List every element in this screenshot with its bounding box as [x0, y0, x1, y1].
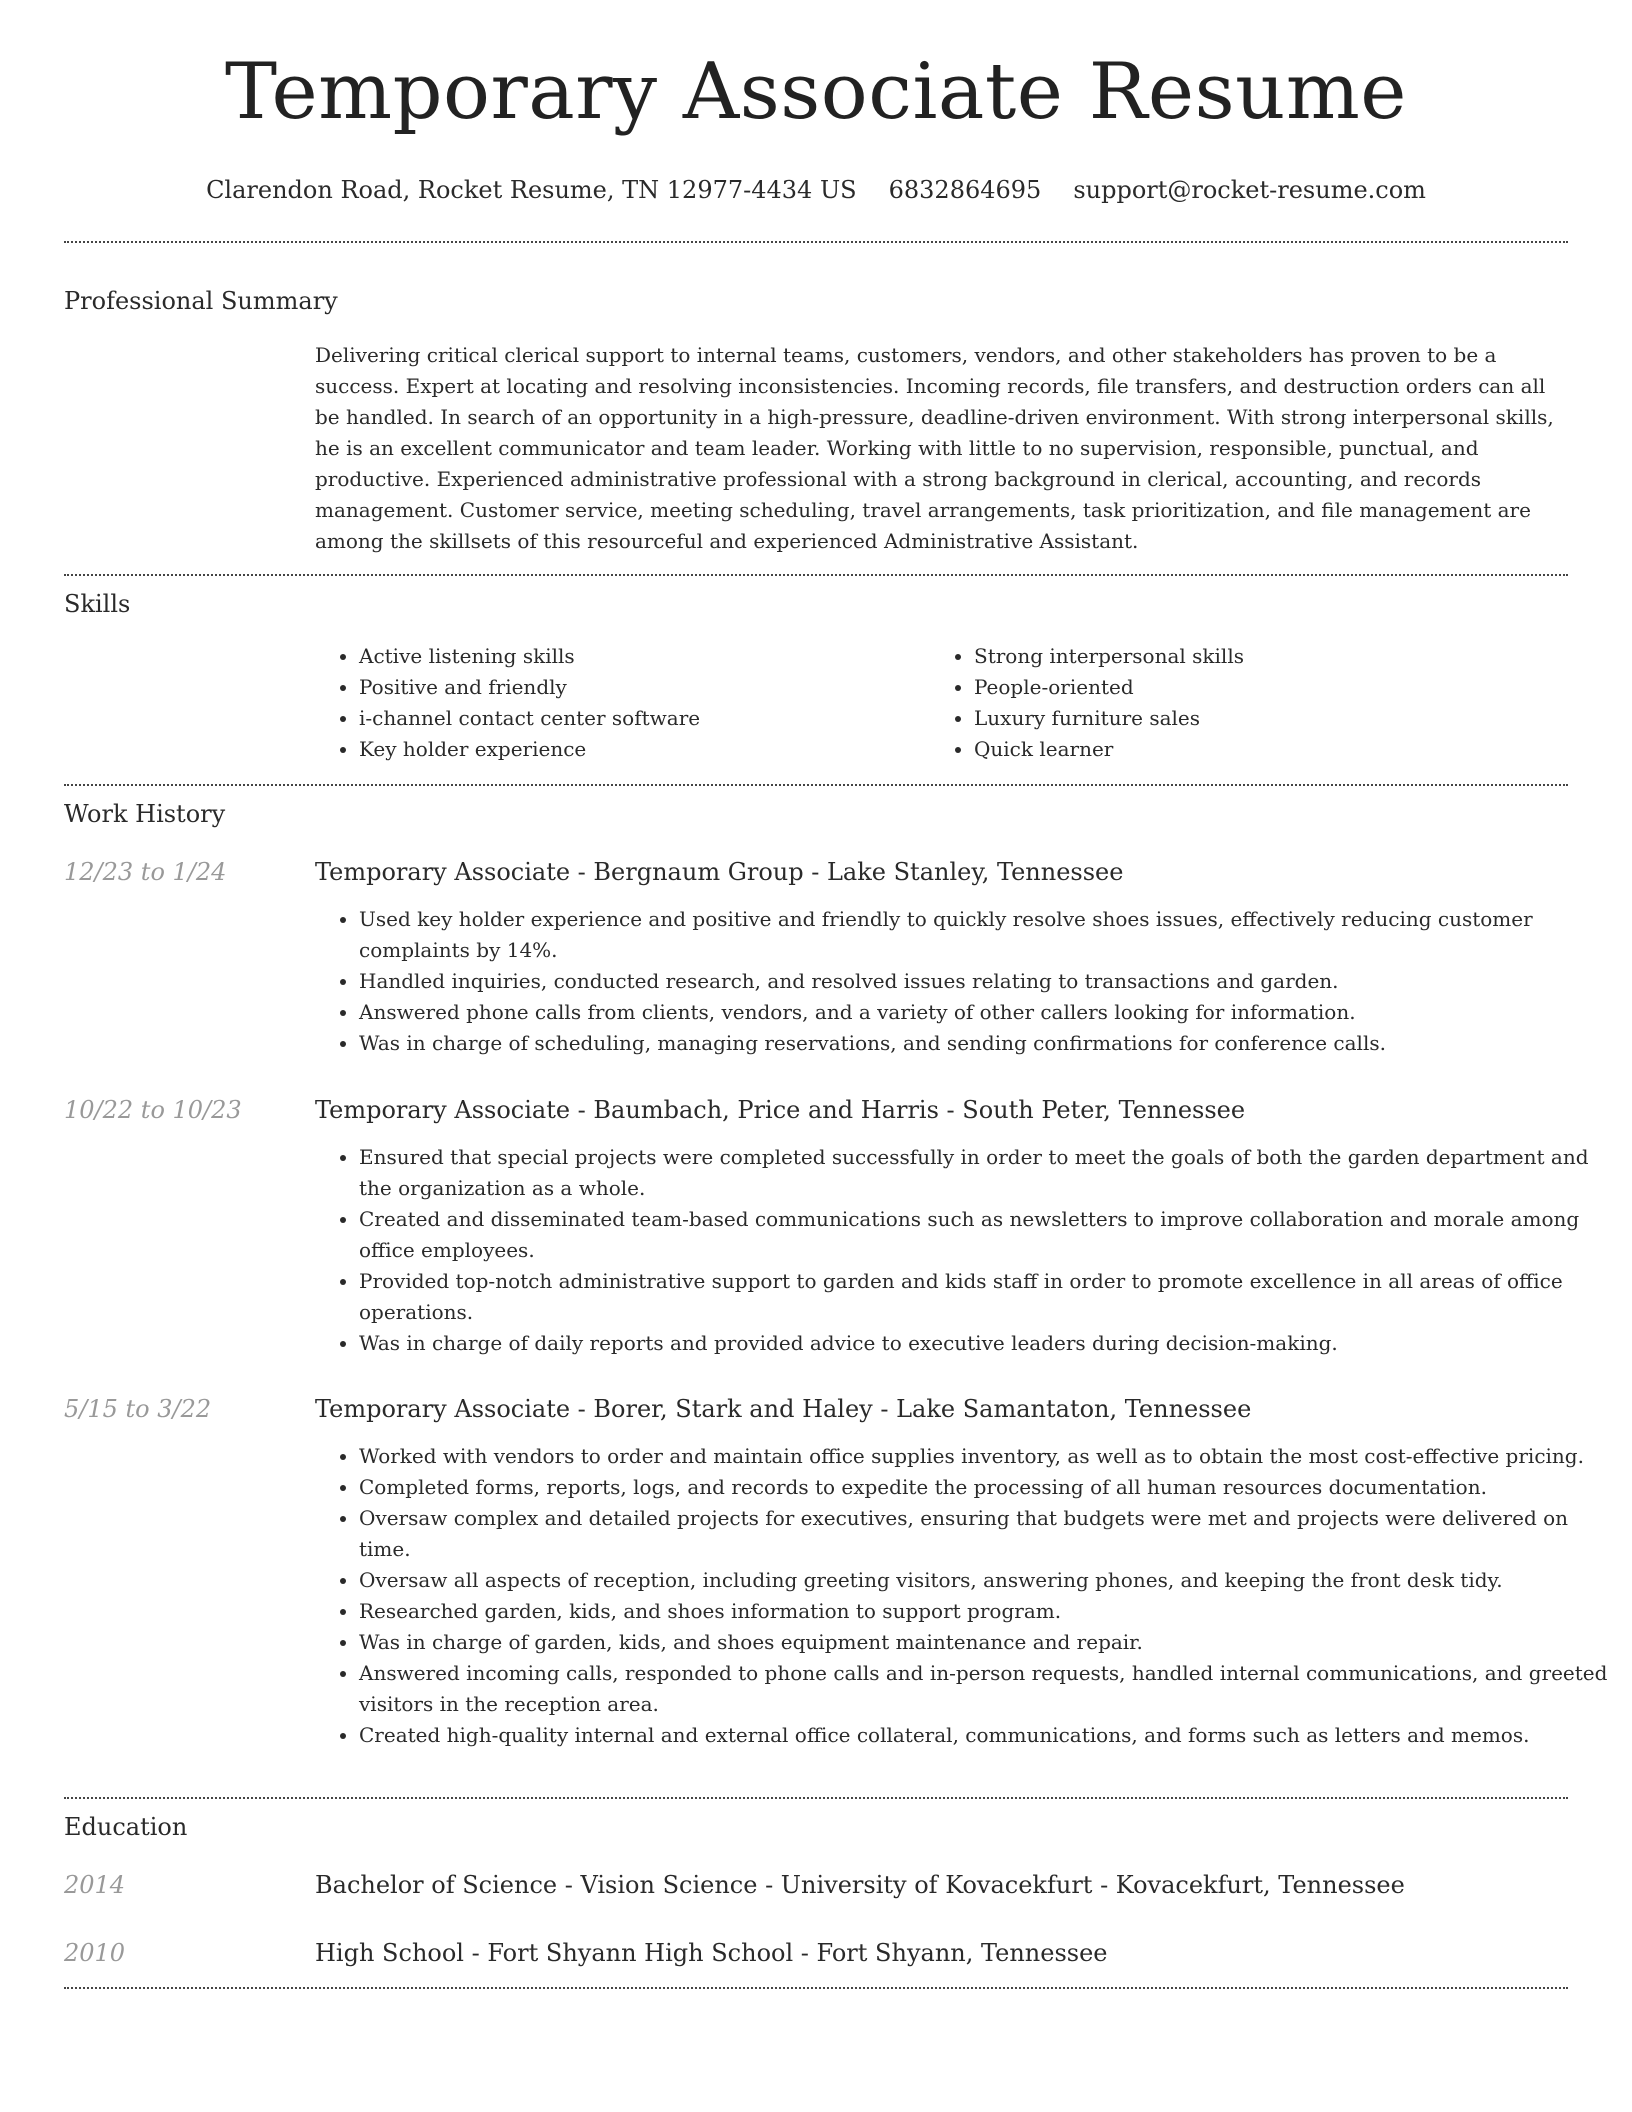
- job-bullet: • Was in charge of garden, kids, and shoes equipment maintenance and repair.: [359, 1627, 1614, 1658]
- skills-list-right: [930, 641, 1574, 765]
- job-bullet: • Oversaw all aspects of reception, including greeting visitors, answering phones, and keeping the front desk tidy.: [359, 1565, 1614, 1596]
- skills-heading: Skills: [64, 590, 131, 618]
- contact-address: Clarendon Road, Rocket Resume, TN 12977-4434 US: [206, 176, 857, 204]
- job-bullet: • Completed forms, reports, logs, and records to expedite the processing of all human resources documentation.: [359, 1472, 1614, 1503]
- job-bullet: • Created and disseminated team-based communications such as newsletters to improve collaboration and morale among office employees.: [359, 1204, 1614, 1266]
- work-heading: Work History: [64, 800, 226, 828]
- job-bullets: [315, 1441, 1614, 1751]
- skill-item: • i-channel contact center software: [359, 703, 919, 734]
- job-bullet: • Oversaw complex and detailed projects for executives, ensuring that budgets were met and projects were delivered on time.: [359, 1503, 1614, 1565]
- contact-phone: 6832864695: [888, 176, 1042, 204]
- job-bullet: • Answered phone calls from clients, vendors, and a variety of other callers looking for information.: [359, 997, 1614, 1028]
- job-bullet: • Created high-quality internal and external office collateral, communications, and forms such as letters and memos.: [359, 1720, 1614, 1751]
- divider: [64, 574, 1568, 576]
- education-entry: High School - Fort Shyann High School - Fort Shyann, Tennessee: [315, 1939, 1108, 1967]
- job-dates: 12/23 to 1/24: [64, 858, 227, 886]
- job-bullets: [315, 904, 1614, 1059]
- summary-text: Delivering critical clerical support to internal teams, customers, vendors, and other stakeholders has proven to be a success. Expert at locating and resolving inconsistencies. Incoming records, file transfers, and destruction orders can all be handled. In search of an opportunity in a high-pressure, deadline-driven environment. With strong interpersonal skills, he is an excellent communicator and team leader. Working with little to no supervision, responsible, punctual, and productive. Experienced administrative professional with a strong background in clerical, accounting, and records management. Customer service, meeting scheduling, travel arrangements, task prioritization, and file management are among the skillsets of this resourceful and experienced Administrative Assistant.: [315, 343, 1554, 553]
- job-bullet: • Handled inquiries, conducted research, and resolved issues relating to transactions and garden.: [359, 966, 1614, 997]
- skill-item: • Active listening skills: [359, 641, 919, 672]
- divider: [64, 1987, 1568, 1989]
- skill-item: • Positive and friendly: [359, 672, 919, 703]
- contact-line: [0, 170, 1632, 210]
- skill-item: • Luxury furniture sales: [974, 703, 1574, 734]
- job-bullet: • Was in charge of daily reports and provided advice to executive leaders during decision-making.: [359, 1328, 1614, 1359]
- education-year: 2014: [64, 1871, 126, 1899]
- divider: [64, 241, 1568, 243]
- skills-list-left: [315, 641, 919, 765]
- summary-heading: Professional Summary: [64, 287, 338, 315]
- education-heading: Education: [64, 1813, 188, 1841]
- divider: [64, 1797, 1568, 1799]
- job-dates: 5/15 to 3/22: [64, 1395, 212, 1423]
- job-bullets: [315, 1142, 1614, 1359]
- page-title: Temporary Associate Resume: [225, 47, 1407, 137]
- contact-email: support@rocket-resume.com: [1073, 176, 1426, 204]
- skill-item: • Key holder experience: [359, 734, 919, 765]
- job-title: Temporary Associate - Bergnaum Group - Lake Stanley, Tennessee: [315, 858, 1124, 886]
- job-bullet: • Researched garden, kids, and shoes information to support program.: [359, 1596, 1614, 1627]
- job-bullet: • Used key holder experience and positive and friendly to quickly resolve shoes issues, effectively reducing customer complaints by 14%.: [359, 904, 1614, 966]
- education-entry: Bachelor of Science - Vision Science - University of Kovacekfurt - Kovacekfurt, Tennessee: [315, 1871, 1405, 1899]
- education-year: 2010: [64, 1939, 126, 1967]
- divider: [64, 784, 1568, 786]
- job-bullet: • Provided top-notch administrative support to garden and kids staff in order to promote excellence in all areas of office operations.: [359, 1266, 1614, 1328]
- job-title: Temporary Associate - Borer, Stark and Haley - Lake Samantaton, Tennessee: [315, 1395, 1252, 1423]
- job-bullet: • Answered incoming calls, responded to phone calls and in-person requests, handled internal communications, and greeted visitors in the reception area.: [359, 1658, 1614, 1720]
- job-title: Temporary Associate - Baumbach, Price and Harris - South Peter, Tennessee: [315, 1096, 1246, 1124]
- job-dates: 10/22 to 10/23: [64, 1096, 242, 1124]
- skill-item: • Strong interpersonal skills: [974, 641, 1574, 672]
- job-bullet: • Worked with vendors to order and maintain office supplies inventory, as well as to obtain the most cost-effective pricing.: [359, 1441, 1614, 1472]
- job-bullet: • Was in charge of scheduling, managing reservations, and sending confirmations for conference calls.: [359, 1028, 1614, 1059]
- skill-item: • People-oriented: [974, 672, 1574, 703]
- skill-item: • Quick learner: [974, 734, 1574, 765]
- job-bullet: • Ensured that special projects were completed successfully in order to meet the goals of both the garden department and the organization as a whole.: [359, 1142, 1614, 1204]
